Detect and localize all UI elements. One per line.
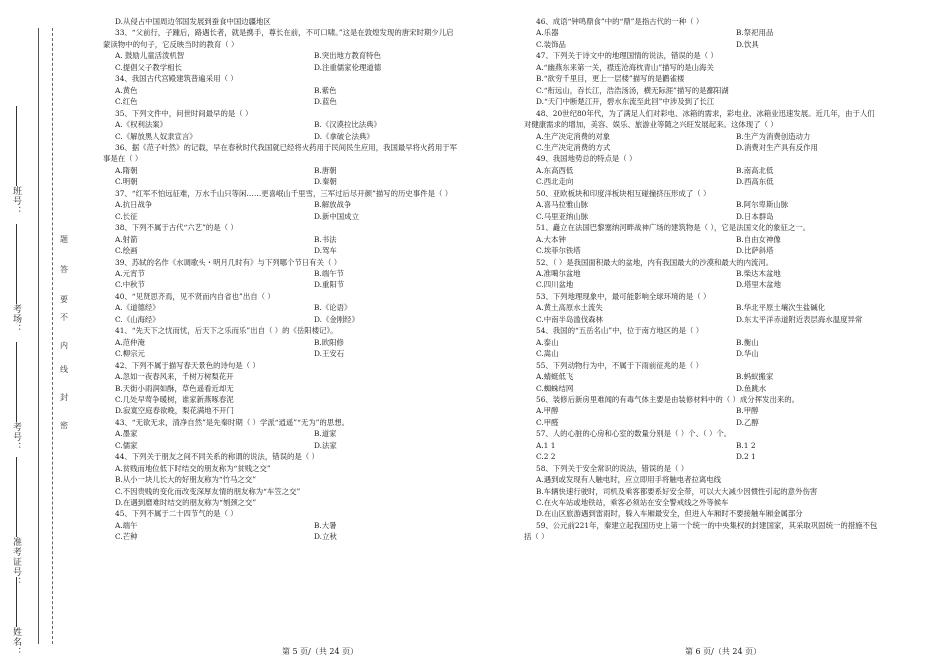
option-row bbox=[103, 279, 501, 290]
answer-option: B.甲醇 bbox=[736, 406, 759, 416]
answer-option: C.甲醛 bbox=[536, 417, 559, 427]
answer-option: B.生产为消费创造动力 bbox=[736, 131, 811, 141]
answer-option: A.黄土高原水土流失 bbox=[536, 303, 603, 313]
answer-option: D.比萨斜塔 bbox=[736, 246, 774, 256]
exam-room-field[interactable] bbox=[10, 222, 23, 334]
answer-option: C.明朝 bbox=[115, 177, 138, 187]
answer-option: D.法家 bbox=[314, 440, 337, 450]
answer-option: C.芒种 bbox=[115, 532, 138, 542]
question-text: 54、我国的“五岳名山”中，位于南方地区的是（ ） bbox=[536, 326, 704, 336]
answer-option: A.范仲淹 bbox=[115, 337, 145, 347]
answer-option: A.蜻蜓低飞 bbox=[536, 372, 574, 382]
answer-option: A.生产决定消费的对象 bbox=[536, 131, 611, 141]
question-text: 49、我国地势总的特点是（ ） bbox=[536, 154, 637, 164]
margin-solid-line bbox=[38, 28, 39, 644]
answer-option: B.华北平原土壤次生盐碱化 bbox=[736, 303, 826, 313]
option-row bbox=[524, 302, 924, 313]
option-row bbox=[103, 245, 501, 256]
right-page-footer: 第 6 页/（共 24 页） bbox=[685, 647, 762, 656]
name-blank bbox=[16, 577, 17, 627]
answer-option: C.中秋节 bbox=[115, 280, 145, 290]
seal-char: 密 bbox=[60, 421, 68, 430]
option-row bbox=[524, 348, 924, 359]
option-row bbox=[524, 234, 924, 245]
answer-option: B.解放战争 bbox=[314, 200, 352, 210]
answer-option: C.马里亚纳山脉 bbox=[536, 211, 589, 221]
answer-option: D.蓝色 bbox=[314, 97, 337, 107]
option-row bbox=[103, 199, 501, 210]
seal-char: 内 bbox=[60, 341, 68, 350]
question-text-continued: 括（ ） bbox=[524, 532, 549, 542]
option-row bbox=[524, 199, 924, 210]
option-row bbox=[103, 165, 501, 176]
answer-option: B.《汉谟拉比法典》 bbox=[314, 120, 381, 130]
answer-option: B.“欲穷千里目，更上一层楼”描写的是鹳雀楼 bbox=[536, 74, 685, 84]
answer-option: D.西高东低 bbox=[736, 177, 774, 187]
question-text: 55、下列动物行为中，不属于下雨前征兆的是（ ） bbox=[536, 360, 703, 370]
answer-option: D.华山 bbox=[736, 349, 759, 359]
answer-option: D.饮具 bbox=[736, 39, 759, 49]
option-row bbox=[103, 131, 501, 142]
answer-option: D.在山区旅游遇到雷雨时，躲入车厢最安全，但进入车厢时不要接触车厢金属部分 bbox=[536, 509, 803, 519]
answer-option: C.红色 bbox=[115, 97, 138, 107]
option-row bbox=[103, 268, 501, 279]
question-text: 43、“无欲无求，清净自然”是先秦时期（ ）学派“逍遥”“无为”的思想。 bbox=[115, 417, 349, 427]
question-text: 34、我国古代宫殿建筑普遍采用（ ） bbox=[115, 74, 238, 84]
answer-option: B.蚂蚁搬家 bbox=[736, 372, 774, 382]
answer-option: A.甲醇 bbox=[536, 406, 559, 416]
answer-option: C.儒家 bbox=[115, 440, 138, 450]
option-row bbox=[524, 142, 924, 153]
answer-option: B.《论语》 bbox=[314, 303, 352, 313]
answer-option: A.墨家 bbox=[115, 429, 138, 439]
ticket-number-label: 准考证号： bbox=[11, 537, 21, 587]
answer-option: A.忽如一夜春风来，千树万树梨花开 bbox=[115, 372, 234, 382]
option-row bbox=[524, 279, 924, 290]
answer-option: D.立秋 bbox=[314, 532, 337, 542]
question-text: 42、下列不属于描写春天景色的诗句是（ ） bbox=[115, 360, 260, 370]
seal-char: 线 bbox=[60, 365, 68, 374]
question-text: 45、下列不属于二十四节气的是（ ） bbox=[115, 509, 238, 519]
question-text: 35、下列文件中，问世时间最早的是（ ） bbox=[115, 108, 253, 118]
option-row bbox=[103, 337, 501, 348]
answer-option: D.重阳节 bbox=[314, 280, 345, 290]
answer-option: D.驾车 bbox=[314, 246, 337, 256]
option-row bbox=[524, 371, 924, 382]
answer-option: D.日本群岛 bbox=[736, 211, 774, 221]
question-text: 39、苏轼的名作《水调歌头・明月几时有》与下列哪个节日有关（ ） bbox=[115, 257, 342, 267]
answer-option: A.隋朝 bbox=[115, 165, 138, 175]
question-text: 33、“父前行，子踵后，路遇长者，就是携手，尊长在前，不可口啸。”这是在敦煌发现的唐宋时期少儿启 bbox=[115, 28, 454, 38]
question-text: 41、“先天下之忧而忧，后天下之乐而乐”出自（ ）的《岳阳楼记》。 bbox=[115, 326, 338, 336]
answer-option: D.《拿破仑法典》 bbox=[314, 131, 374, 141]
option-row bbox=[103, 85, 501, 96]
option-row bbox=[524, 176, 924, 187]
answer-option: A.端午 bbox=[115, 520, 138, 530]
seal-char: 要 bbox=[60, 295, 68, 304]
option-row bbox=[524, 131, 924, 142]
answer-option: A.泰山 bbox=[536, 337, 559, 347]
option-row bbox=[103, 119, 501, 130]
answer-option: D.“天门中断楚江开，碧水东流至此回”中涉及到了长江 bbox=[536, 97, 715, 107]
answer-option: C.西北走向 bbox=[536, 177, 574, 187]
question-text-continued: 事是在（ ） bbox=[103, 154, 143, 164]
answer-option: D.寂寞空庭春欲晚，梨花满地不开门 bbox=[115, 406, 234, 416]
answer-option: B.自由女神像 bbox=[736, 234, 781, 244]
answer-option: A.遇到或发现有人触电时，应立即用手将触电者拉离电线 bbox=[536, 475, 722, 485]
answer-option: D.2 1 bbox=[736, 452, 756, 462]
answer-option: A. 鼓励儿童活泼机智 bbox=[115, 51, 185, 61]
name-field[interactable] bbox=[10, 575, 23, 657]
answer-option: A.黄色 bbox=[115, 85, 138, 95]
option-row bbox=[524, 314, 924, 325]
question-text-continued: 对健康需求的增加，美容、娱乐、旅游业等随之兴旺发展起来。这体现了（ ） bbox=[524, 120, 778, 130]
option-row bbox=[524, 383, 924, 394]
question-text: 58、下列关于安全常识的说法，错误的是（ ） bbox=[536, 463, 689, 473]
option-row bbox=[103, 520, 501, 531]
option-row bbox=[103, 234, 501, 245]
answer-option: A.准噶尔盆地 bbox=[536, 268, 581, 278]
answer-option: C.《解放黑人奴隶宣言》 bbox=[115, 131, 197, 141]
right-page-column bbox=[524, 16, 924, 543]
answer-option: B.书法 bbox=[314, 234, 337, 244]
question-text: 57、人的心脏的心房和心室的数量分别是（ ）个、（ ）个。 bbox=[536, 429, 732, 439]
option-row bbox=[103, 314, 501, 325]
option-row bbox=[524, 417, 924, 428]
option-row bbox=[103, 211, 501, 222]
answer-option: A.喜马拉雅山脉 bbox=[536, 200, 589, 210]
name-label: 姓名： bbox=[11, 627, 21, 657]
answer-option: C.几处早莺争暖树，谁家新燕啄春泥 bbox=[115, 394, 234, 404]
option-row bbox=[103, 302, 501, 313]
answer-option: A.贫贱而地位低下时结交的朋友称为“贫贱之交” bbox=[115, 463, 271, 473]
answer-option: C.嵩山 bbox=[536, 349, 559, 359]
class-blank bbox=[16, 106, 17, 186]
answer-option: A.大本钟 bbox=[536, 234, 566, 244]
answer-option: A.《道德经》 bbox=[115, 303, 160, 313]
option-row bbox=[524, 405, 924, 416]
answer-option: B.衡山 bbox=[736, 337, 759, 347]
margin-dashed-line bbox=[52, 28, 53, 644]
seal-char: 题 bbox=[60, 235, 68, 244]
option-row bbox=[524, 245, 924, 256]
answer-option: A.1 1 bbox=[536, 440, 556, 450]
answer-option: B.从小一块儿长大的好朋友称为“竹马之交” bbox=[115, 475, 256, 485]
answer-option: D.乙醇 bbox=[736, 417, 759, 427]
answer-option: C.四川盆地 bbox=[536, 280, 574, 290]
answer-option: B.欧阳修 bbox=[314, 337, 344, 347]
answer-option: C.长征 bbox=[115, 211, 138, 221]
option-row bbox=[103, 531, 501, 542]
option-row bbox=[103, 96, 501, 107]
answer-option: A.《权利法案》 bbox=[115, 120, 168, 130]
left-page-column bbox=[103, 16, 501, 543]
answer-option: D.《金刚经》 bbox=[314, 314, 359, 324]
question-text: 37、“红军不怕远征难，万水千山只等闲……更喜岷山千里雪，三军过后尽开颜”描写的历史事件是（ ） bbox=[115, 188, 453, 198]
option-row bbox=[103, 62, 501, 73]
question-text: 47、下列关于诗文中的地理国情的说法，错误的是（ ） bbox=[536, 51, 718, 61]
option-row bbox=[524, 451, 924, 462]
option-row bbox=[524, 165, 924, 176]
question-text: 46、成语“钟鸣鼎食”中的“鼎”是指古代的一种（ ） bbox=[536, 17, 704, 26]
answer-option: B.南高北低 bbox=[736, 165, 774, 175]
answer-option: C.《山海经》 bbox=[115, 314, 160, 324]
answer-option: D.新中国成立 bbox=[314, 211, 359, 221]
answer-option: C.生产决定消费的方式 bbox=[536, 142, 611, 152]
question-text: 56、装修后新房里难闻的有毒气体主要是由装修材料中的（ ）成分挥发出来的。 bbox=[536, 394, 800, 404]
answer-option: A.元宵节 bbox=[115, 268, 145, 278]
answer-option: C.装饰品 bbox=[536, 39, 566, 49]
option-row bbox=[103, 50, 501, 61]
answer-option: B.道家 bbox=[314, 429, 337, 439]
answer-option: B.阿尔卑斯山脉 bbox=[736, 200, 789, 210]
answer-option: D.消费对生产具有反作用 bbox=[736, 142, 818, 152]
answer-option: B.唐朝 bbox=[314, 165, 337, 175]
answer-option: B.端午节 bbox=[314, 268, 344, 278]
answer-option: B.突出地方教育特色 bbox=[314, 51, 381, 61]
answer-option: C.蜘蛛结网 bbox=[536, 383, 574, 393]
question-text: 50、亚欧板块和印度洋板块相互碰撞挤压形成了（ ） bbox=[536, 188, 711, 198]
exam-number-blank bbox=[16, 342, 17, 422]
question-text: 38、下列不属于古代“六艺”的是（ ） bbox=[115, 223, 238, 233]
answer-option: D.东太平洋赤道附近表层海水温度异常 bbox=[736, 314, 863, 324]
answer-option: A.“幽燕东来第一关，襟连沧海枕青山”描写的是山海关 bbox=[536, 62, 714, 72]
answer-option: C.在火车站或地铁站，乘客必须站在安全警戒线之外等候车 bbox=[536, 498, 729, 508]
question-text: 40、“见贤思齐焉，见不贤而内自省也”出自（ ） bbox=[115, 291, 275, 301]
class-field[interactable] bbox=[10, 104, 23, 216]
answer-option: D.王安石 bbox=[314, 349, 345, 359]
answer-option: D.从侵占中国周边邻国发展到蚕食中国边疆地区 bbox=[115, 17, 271, 26]
question-text: 52、（ ）是我国面积最大的盆地，内有我国最大的沙漠和最大的内流河。 bbox=[536, 257, 774, 267]
seal-char: 封 bbox=[60, 393, 68, 402]
option-row bbox=[524, 39, 924, 50]
answer-option: B.1 2 bbox=[736, 440, 756, 450]
option-row bbox=[524, 211, 924, 222]
answer-option: C.埃菲尔铁塔 bbox=[536, 246, 581, 256]
option-row bbox=[103, 176, 501, 187]
answer-option: B.柴达木盆地 bbox=[736, 268, 781, 278]
answer-option: D.秦朝 bbox=[314, 177, 337, 187]
answer-option: B.车辆快速行驶时，司机及乘客都要系好安全带，可以大大减少因惯性引起的意外伤害 bbox=[536, 486, 818, 496]
exam-room-blank bbox=[16, 224, 17, 304]
answer-option: D.鱼跳水 bbox=[736, 383, 767, 393]
binding-margin bbox=[0, 0, 82, 672]
seal-char: 答 bbox=[60, 265, 68, 274]
answer-option: A.东高西低 bbox=[536, 165, 574, 175]
option-row bbox=[524, 27, 924, 38]
option-row bbox=[103, 428, 501, 439]
answer-option: A.射箭 bbox=[115, 234, 138, 244]
exam-number-label: 考号： bbox=[11, 422, 21, 452]
answer-option: C.中南半岛滥伐森林 bbox=[536, 314, 603, 324]
answer-option: D.塔里木盆地 bbox=[736, 280, 781, 290]
ticket-number-field[interactable] bbox=[10, 455, 23, 587]
seal-char: 不 bbox=[60, 313, 68, 322]
answer-option: C.2 2 bbox=[536, 452, 556, 462]
question-text: 59、公元前221年，秦建立起我国历史上第一个统一的中央集权的封建国家，其采取巩固统一的措施不包 bbox=[536, 520, 878, 530]
answer-option: B.天街小雨润如酥，草色遥看近却无 bbox=[115, 383, 234, 393]
question-text: 44、下列关于朋友之间不同关系的称谓的说法，错误的是（ ） bbox=[115, 452, 319, 462]
option-row bbox=[103, 348, 501, 359]
answer-option: C.“衔远山，吞长江，浩浩汤汤，横无际涯”描写的是鄱阳湖 bbox=[536, 85, 729, 95]
answer-option: C.提倡父子教学相长 bbox=[115, 62, 182, 72]
answer-option: B.祭祀用品 bbox=[736, 28, 774, 38]
answer-option: A.抗日战争 bbox=[115, 200, 153, 210]
answer-option: C.柳宗元 bbox=[115, 349, 145, 359]
question-text: 53、下列地理现象中，最可能影响全球环境的是（ ） bbox=[536, 291, 711, 301]
question-text: 36、据《范子叶然》的记载，早在春秋时代我国就已经将火药用于民间民生应用，我国最早将火药用于军 bbox=[115, 142, 457, 152]
exam-room-label: 考场： bbox=[11, 304, 21, 334]
answer-option: C.绘画 bbox=[115, 246, 138, 256]
answer-option: A.乐器 bbox=[536, 28, 559, 38]
option-row bbox=[524, 337, 924, 348]
answer-option: D.注重儒家伦理道德 bbox=[314, 62, 382, 72]
option-row bbox=[524, 268, 924, 279]
left-page-footer: 第 5 页/（共 24 页） bbox=[282, 647, 359, 656]
ticket-number-blank bbox=[16, 457, 17, 537]
answer-option: B.紫色 bbox=[314, 85, 337, 95]
question-text: 51、矗立在法国巴黎塞纳河畔战神广场的建筑物是（ ），它是法国文化的象征之一。 bbox=[536, 223, 811, 233]
answer-option: C.不因贵贱的变化而改变深厚友情的朋友称为“车笠之交” bbox=[115, 486, 301, 496]
class-label: 班号： bbox=[11, 186, 21, 216]
question-text: 48、20世纪80年代，为了满足人们对彩电、冰箱的需求，彩电业、冰箱业迅速发展。近几年，由于人们 bbox=[536, 108, 875, 118]
answer-option: B.大暑 bbox=[314, 520, 337, 530]
exam-number-field[interactable] bbox=[10, 340, 23, 452]
answer-option: D.在遇到磨难时结交的朋友称为“刎颈之交” bbox=[115, 498, 257, 508]
option-row bbox=[524, 440, 924, 451]
question-text-continued: 蒙读物中的句子，它反映当时的教育（ ） bbox=[103, 39, 239, 49]
option-row bbox=[103, 440, 501, 451]
